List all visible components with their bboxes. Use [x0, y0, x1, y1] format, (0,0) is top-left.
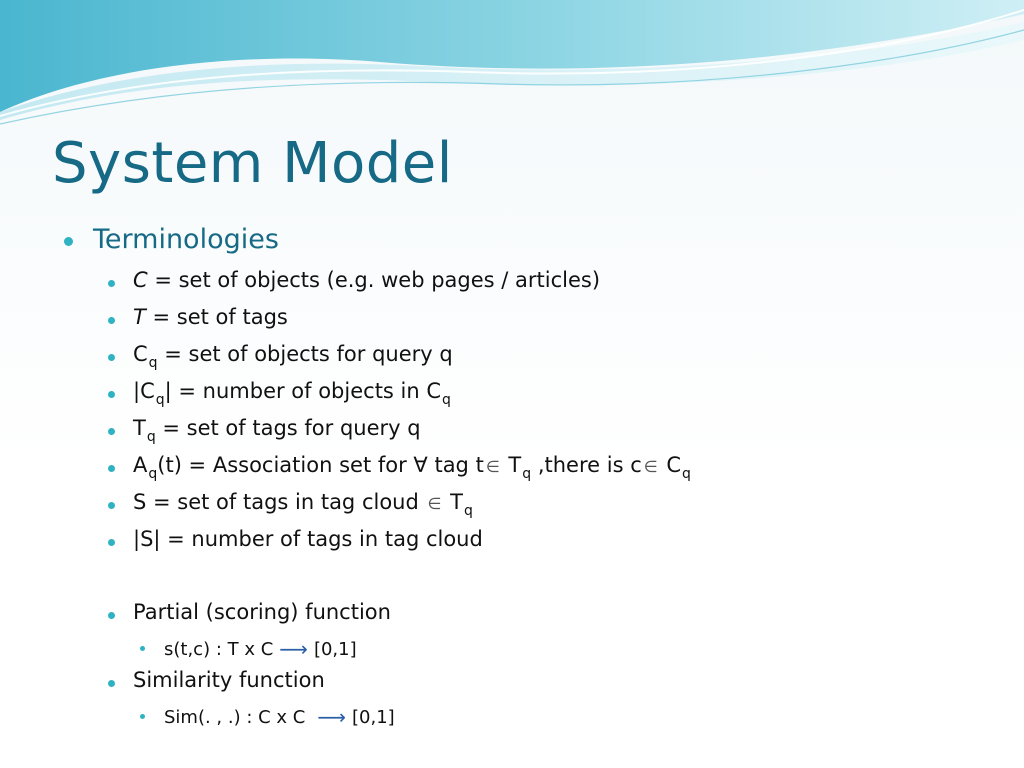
sim-signature-a: Sim(. , .) : C x C [164, 707, 306, 728]
tq-text: = set of tags for query q [155, 416, 421, 440]
aq-text-d: ,there is c [531, 453, 642, 477]
bullet-level2 [108, 680, 115, 687]
card-s-text: |S| = number of tags in tag cloud [133, 527, 483, 551]
item-t-text: = set of tags [145, 305, 288, 329]
aq-text-e: C [659, 453, 682, 477]
partial-signature-a: s(t,c) : T x C [164, 639, 274, 660]
bullet-level2 [108, 502, 115, 509]
aq-subscript-2: q [522, 466, 532, 482]
item-s-cardinality [133, 527, 483, 551]
cq-subscript: q [148, 355, 158, 371]
bullet-level2 [108, 280, 115, 287]
item-similarity-signature [164, 704, 395, 728]
element-of-symbol: ∈ [427, 494, 442, 513]
bullet-level2 [108, 317, 115, 324]
bullet-level2 [108, 465, 115, 472]
slide-title: System Model [52, 131, 453, 196]
item-aq-definition [133, 453, 691, 482]
card-cq-subscript: q [155, 392, 165, 408]
bullet-level2 [108, 391, 115, 398]
tq-main: T [133, 416, 146, 440]
forall-symbol: ∀ [413, 453, 428, 477]
terminologies-text: Terminologies [93, 224, 279, 255]
right-arrow-icon: ⟶ [279, 637, 308, 661]
s-subscript: q [463, 503, 473, 519]
item-c-text: = set of objects (e.g. web pages / articles) [147, 268, 601, 292]
item-c-definition [133, 268, 600, 292]
bullet-level2 [108, 612, 115, 619]
aq-subscript: q [148, 466, 158, 482]
tq-subscript: q [146, 429, 156, 445]
element-of-symbol: ∈ [643, 457, 658, 476]
right-arrow-icon: ⟶ [317, 705, 347, 729]
bullet-level2 [108, 354, 115, 361]
sim-signature-b: [0,1] [352, 707, 395, 728]
aq-main: A [133, 453, 148, 477]
item-partial-signature [164, 636, 357, 660]
item-cq-definition [133, 342, 453, 371]
bullet-level2 [108, 428, 115, 435]
element-of-symbol: ∈ [485, 457, 500, 476]
card-cq-b: | = number of objects in C [164, 379, 442, 403]
header-wave-decoration [0, 0, 1024, 130]
s-text-b: T [443, 490, 463, 514]
s-text-a: S = set of tags in tag cloud [133, 490, 426, 514]
similarity-text: Similarity function [133, 668, 325, 692]
aq-subscript-3: q [682, 466, 691, 482]
aq-text-b: tag t [427, 453, 484, 477]
card-cq-a: |C [133, 379, 155, 403]
var-c: C [133, 268, 148, 292]
card-cq-subscript-2: q [442, 392, 451, 408]
bullet-level1 [64, 237, 73, 246]
item-tq-definition [133, 416, 421, 445]
cq-main: C [133, 342, 148, 366]
item-partial-function [133, 600, 391, 624]
bullet-level2 [108, 539, 115, 546]
item-t-definition [133, 305, 288, 329]
partial-text: Partial (scoring) function [133, 600, 391, 624]
item-cq-cardinality [133, 379, 451, 408]
item-similarity-function [133, 668, 325, 692]
aq-text-c: T [501, 453, 522, 477]
item-s-definition [133, 490, 473, 519]
var-t: T [133, 305, 146, 329]
bullet-level3 [140, 714, 145, 719]
aq-text-a: (t) = Association set for [157, 453, 414, 477]
cq-text: = set of objects for query q [157, 342, 453, 366]
bullet-terminologies [93, 224, 279, 255]
partial-signature-b: [0,1] [313, 639, 357, 660]
bullet-level3 [140, 646, 145, 651]
